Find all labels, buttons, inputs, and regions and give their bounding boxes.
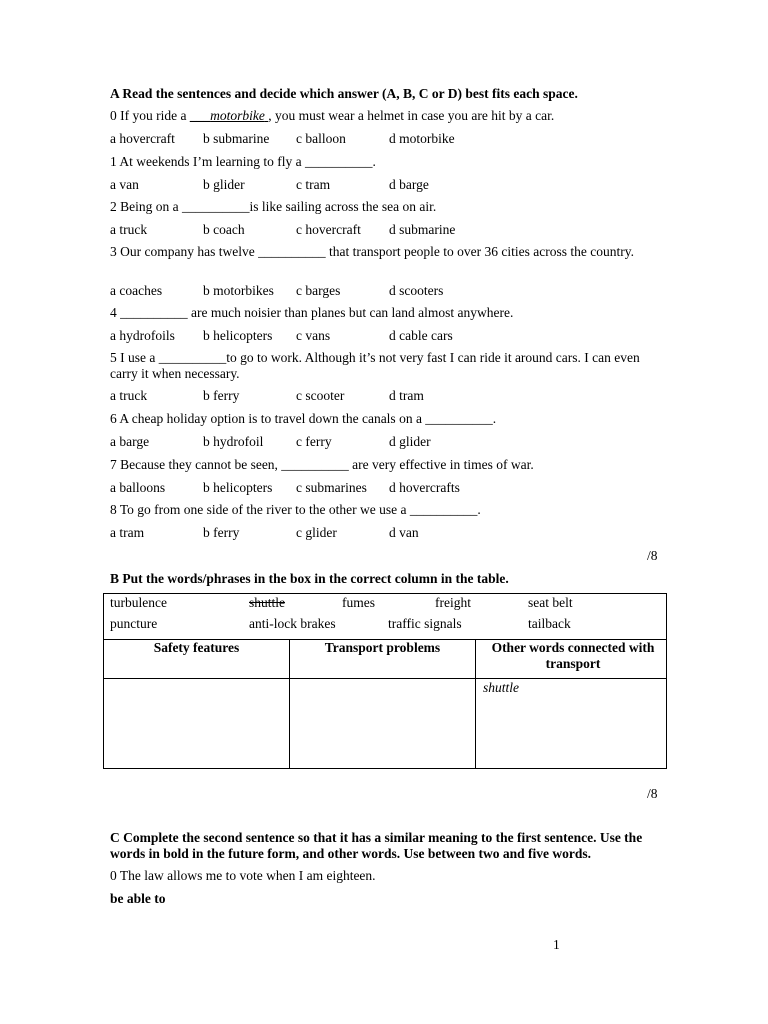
example-question (110, 108, 658, 124)
option-a: a tram (110, 525, 145, 540)
section-b-score: /8 (647, 786, 658, 801)
option-a: a truck (110, 222, 148, 237)
option-b: b ferry (203, 388, 240, 403)
word-box-row-2 (104, 616, 666, 638)
question-4: 4 __________ are much noisier than planes but can land almost anywhere. (110, 305, 514, 320)
option-c: c glider (296, 525, 337, 540)
option-b: b ferry (203, 525, 240, 540)
option-c: c ferry (296, 434, 332, 449)
option-a: a barge (110, 434, 150, 449)
option-a: a coaches (110, 283, 163, 298)
question-4-options (110, 328, 658, 346)
word-puncture: puncture (110, 616, 158, 631)
question-6: 6 A cheap holiday option is to travel down the canals on a __________. (110, 411, 497, 426)
option-b: b helicopters (203, 480, 273, 495)
bold-words: be able to (110, 891, 166, 906)
example-pre: 0 If you ride a (110, 108, 190, 123)
question-8-options (110, 525, 658, 543)
column-divider (475, 639, 476, 769)
divider (104, 678, 666, 679)
example-blank-pre: ___ (189, 108, 211, 123)
option-a: a balloons (110, 480, 166, 495)
option-d: d scooters (389, 283, 444, 298)
column-header-transport-problems: Transport problems (324, 640, 441, 655)
question-6-options (110, 434, 658, 452)
option-b: b helicopters (203, 328, 273, 343)
option-d: d van (389, 525, 419, 540)
section-a-score: /8 (647, 548, 658, 563)
question-8: 8 To go from one side of the river to the other we use a __________. (110, 502, 481, 517)
option-d: d glider (389, 434, 431, 449)
question-3: 3 Our company has twelve __________ that transport people to over 36 cities across the country. (110, 244, 634, 259)
option-c: c submarines (296, 480, 367, 495)
option-c: c scooter (296, 388, 345, 403)
example-answer-blank (190, 108, 268, 123)
option-c: c hovercraft (296, 222, 361, 237)
example-post: , you must wear a helmet in case you are hit by a car. (268, 108, 555, 123)
word-traffic-signals: traffic signals (388, 616, 462, 631)
option-c: c barges (296, 283, 341, 298)
option-c: c vans (296, 328, 331, 343)
column-divider (289, 639, 290, 769)
option-d: d hovercrafts (389, 480, 460, 495)
question-2: 2 Being on a __________is like sailing across the sea on air. (110, 199, 437, 214)
option-b: b glider (203, 177, 245, 192)
example-options (110, 131, 658, 149)
word-freight: freight (435, 595, 471, 610)
word-box-table (103, 593, 667, 769)
option-b: b motorbikes (203, 283, 274, 298)
option-c: c tram (296, 177, 331, 192)
word-anti-lock-brakes: anti-lock brakes (249, 616, 336, 631)
option-a: a hydrofoils (110, 328, 175, 343)
question-5: 5 I use a __________to go to work. Although it’s not very fast I can ride it around cars. I can even carry it when necessary. (110, 350, 640, 381)
option-c: c balloon (296, 131, 346, 146)
question-3-options (110, 283, 658, 301)
question-5-options (110, 388, 658, 406)
example-answer: motorbike (210, 108, 265, 123)
option-d: d motorbike (389, 131, 455, 146)
word-shuttle: shuttle (249, 595, 285, 610)
question-1-options (110, 177, 658, 195)
word-fumes: fumes (342, 595, 375, 610)
word-seat-belt: seat belt (528, 595, 573, 610)
question-2-options (110, 222, 658, 240)
question-7-options (110, 480, 658, 498)
section-c-heading: C Complete the second sentence so that it has a similar meaning to the first sentence. Use the words in bold in the future form, and other words. Use between two and five words. (110, 830, 643, 861)
word-box-row-1 (104, 595, 666, 617)
option-a: a hovercraft (110, 131, 175, 146)
option-d: d barge (389, 177, 429, 192)
option-d: d tram (389, 388, 424, 403)
column-header-other-words: Other words connected with transport (491, 640, 655, 671)
section-a-heading: A Read the sentences and decide which answer (A, B, C or D) best fits each space. (110, 86, 578, 101)
option-a: a van (110, 177, 139, 192)
word-tailback: tailback (528, 616, 571, 631)
page-number: 1 (553, 937, 560, 952)
column-header-safety-features: Safety features (153, 640, 240, 655)
example-cell-shuttle: shuttle (483, 680, 519, 695)
option-b: b submarine (203, 131, 270, 146)
option-d: d cable cars (389, 328, 453, 343)
section-b-heading: B Put the words/phrases in the box in the correct column in the table. (110, 571, 509, 586)
option-d: d submarine (389, 222, 456, 237)
question-7: 7 Because they cannot be seen, __________ are very effective in times of war. (110, 457, 534, 472)
question-1: 1 At weekends I’m learning to fly a __________. (110, 154, 376, 169)
word-turbulence: turbulence (110, 595, 167, 610)
option-b: b hydrofoil (203, 434, 264, 449)
example-sentence: 0 The law allows me to vote when I am eighteen. (110, 868, 376, 883)
option-a: a truck (110, 388, 148, 403)
option-b: b coach (203, 222, 245, 237)
